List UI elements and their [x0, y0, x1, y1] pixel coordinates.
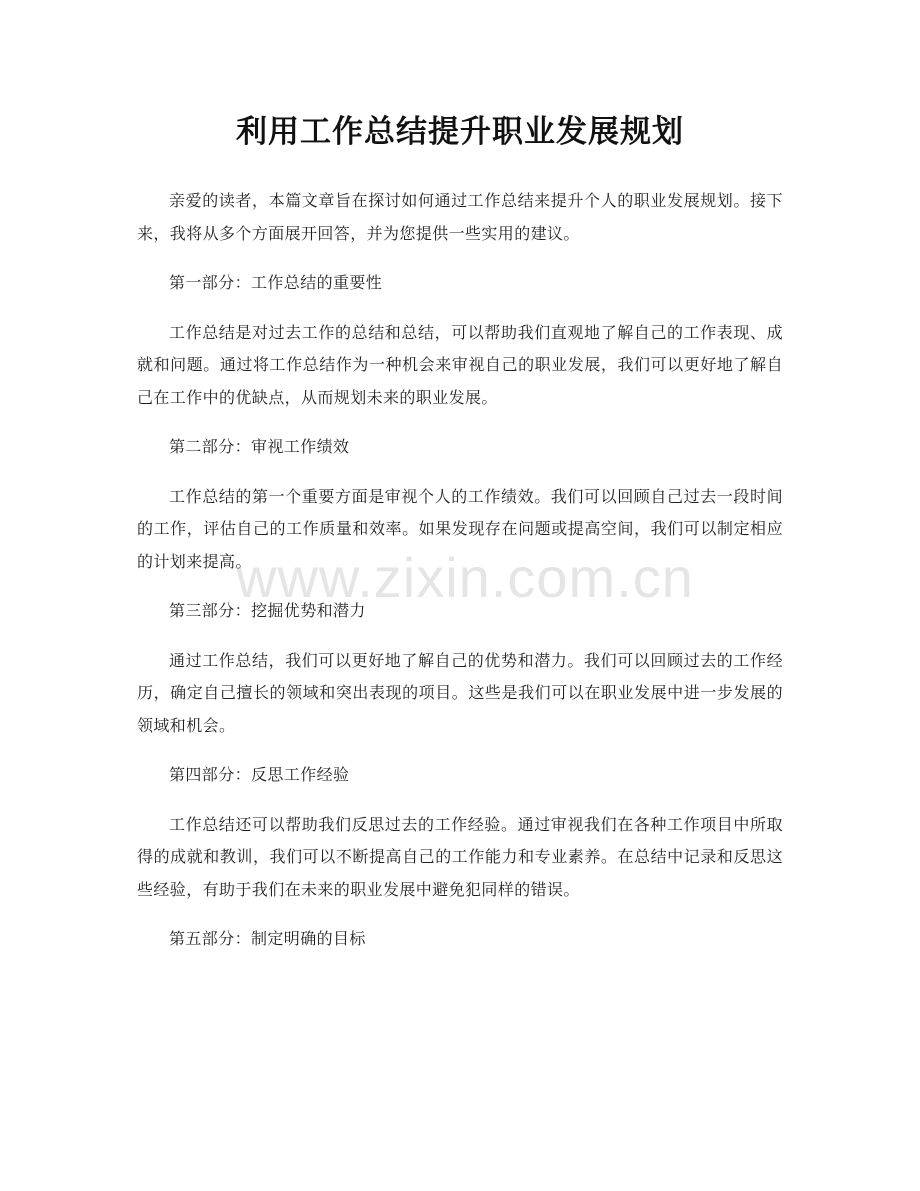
section-heading-3: 第三部分：挖掘优势和潜力 [169, 601, 366, 620]
site-watermark: www.zixin.com.cn [236, 546, 694, 609]
section-heading-5: 第五部分：制定明确的目标 [169, 929, 366, 948]
page-title: 利用工作总结提升职业发展规划 [236, 114, 684, 150]
section-paragraph-2: 工作总结的第一个重要方面是审视个人的工作绩效。我们可以回顾自己过去一段时间的工作，评估自己的工作质量和效率。如果发现存在问题或提高空间，我们可以制定相应的计划来提高。 [137, 486, 783, 571]
section-heading-1: 第一部分：工作总结的重要性 [169, 273, 383, 292]
section-paragraph-1: 工作总结是对过去工作的总结和总结，可以帮助我们直观地了解自己的工作表现、成就和问题。通过将工作总结作为一种机会来审视自己的职业发展，我们可以更好地了解自己在工作中的优缺点，从而规划未来的职业发展。 [137, 322, 783, 407]
section-paragraph-4: 工作总结还可以帮助我们反思过去的工作经验。通过审视我们在各种工作项目中所取得的成就和教训，我们可以不断提高自己的工作能力和专业素养。在总结中记录和反思这些经验，有助于我们在未来的职业发展中避免犯同样的错误。 [137, 814, 783, 899]
intro-paragraph: 亲爱的读者，本篇文章旨在探讨如何通过工作总结来提升个人的职业发展规划。接下来，我将从多个方面展开回答，并为您提供一些实用的建议。 [137, 191, 783, 243]
section-heading-4: 第四部分：反思工作经验 [169, 765, 350, 784]
document-body [137, 185, 783, 973]
section-paragraph-3: 通过工作总结，我们可以更好地了解自己的优势和潜力。我们可以回顾过去的工作经历，确定自己擅长的领域和突出表现的项目。这些是我们可以在职业发展中进一步发展的领域和机会。 [137, 650, 783, 735]
section-heading-2: 第二部分：审视工作绩效 [169, 437, 350, 456]
